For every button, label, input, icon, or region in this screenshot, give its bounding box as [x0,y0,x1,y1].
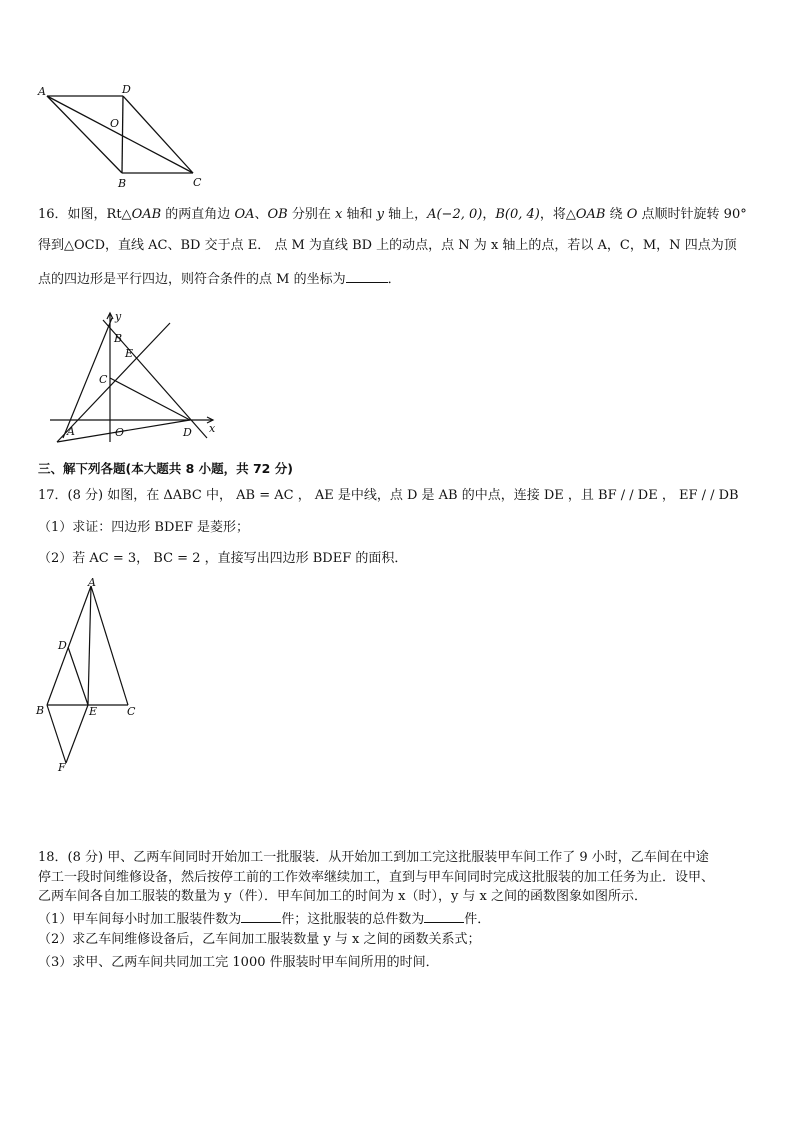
label-F: F [58,761,66,774]
q16-line3: 点的四边形是平行四边，则符合条件的点 M 的坐标为 ． [38,272,401,287]
label-B: B [114,332,123,345]
label-A: A [88,576,96,589]
label-A: A [38,85,46,98]
label-D: D [122,83,131,96]
label-D: D [183,426,192,439]
q18-line3: 乙两车间各自加工服装的数量为 y（件）．甲车间加工的时间为 x（时），y 与 x 之间的函数图象如图所示． [38,889,648,904]
q16-line1: 16．如图，Rt△OAB 的两直角边 OA、OB 分别在 x 轴和 y 轴上，A(−2, 0)，B(0, 4)，将△OAB 绕 O 点顺时针旋转 90° [38,207,747,222]
label-D: D [58,639,67,652]
q18-line5: （2）求乙车间维修设备后，乙车间加工服装数量 y 与 x 之间的函数关系式； [38,932,481,947]
label-A: A [67,425,75,438]
label-O: O [110,117,120,130]
label-y: y [115,310,122,323]
figure-triangle [30,578,150,778]
q18-line4: （1）甲车间每小时加工服装件数为 件；这批服装的总件数为 件． [38,912,491,927]
answer-blank-1[interactable] [241,910,281,923]
q16-line2: 得到△OCD，直线 AC、BD 交于点 E． 点 M 为直线 BD 上的动点，点 N 为 x 轴上的点，若以 A，C，M，N 四点为顶 [38,238,737,253]
label-C: C [99,373,108,386]
section-heading: 三、解下列各题(本大题共 8 小题，共 72 分) [38,461,293,476]
q18-line6: （3）求甲、乙两车间共同加工完 1000 件服装时甲车间所用的时间． [38,955,439,970]
label-E: E [89,705,98,718]
q18-line2: 停工一段时间维修设备，然后按停工前的工作效率继续加工，直到与甲车间同时完成这批服装的加工任务为止．设甲、 [38,870,715,885]
label-C: C [127,705,136,718]
label-B: B [36,704,45,717]
figure-coordinate [45,308,225,448]
q17-line1: 17．(8 分) 如图，在 ΔABC 中， AB = AC ， AE 是中线，点 D 是 AB 的中点，连接 DE ，且 BF / / DE ， EF / / DB [38,488,739,503]
q17-line3: （2）若 AC = 3， BC = 2 ，直接写出四边形 BDEF 的面积． [38,551,408,566]
label-B: B [118,177,127,190]
figure-parallelogram [30,80,220,195]
label-x: x [209,422,216,435]
q18-line1: 18．(8 分) 甲、乙两车间同时开始加工一批服装．从开始加工到加工完这批服装甲车间工作了 9 小时，乙车间在中途 [38,850,709,865]
answer-blank[interactable] [346,270,388,283]
label-C: C [193,176,202,189]
label-E: E [125,347,134,360]
answer-blank-2[interactable] [424,910,464,923]
q17-line2: （1）求证：四边形 BDEF 是菱形； [38,520,250,535]
label-O: O [115,426,125,439]
